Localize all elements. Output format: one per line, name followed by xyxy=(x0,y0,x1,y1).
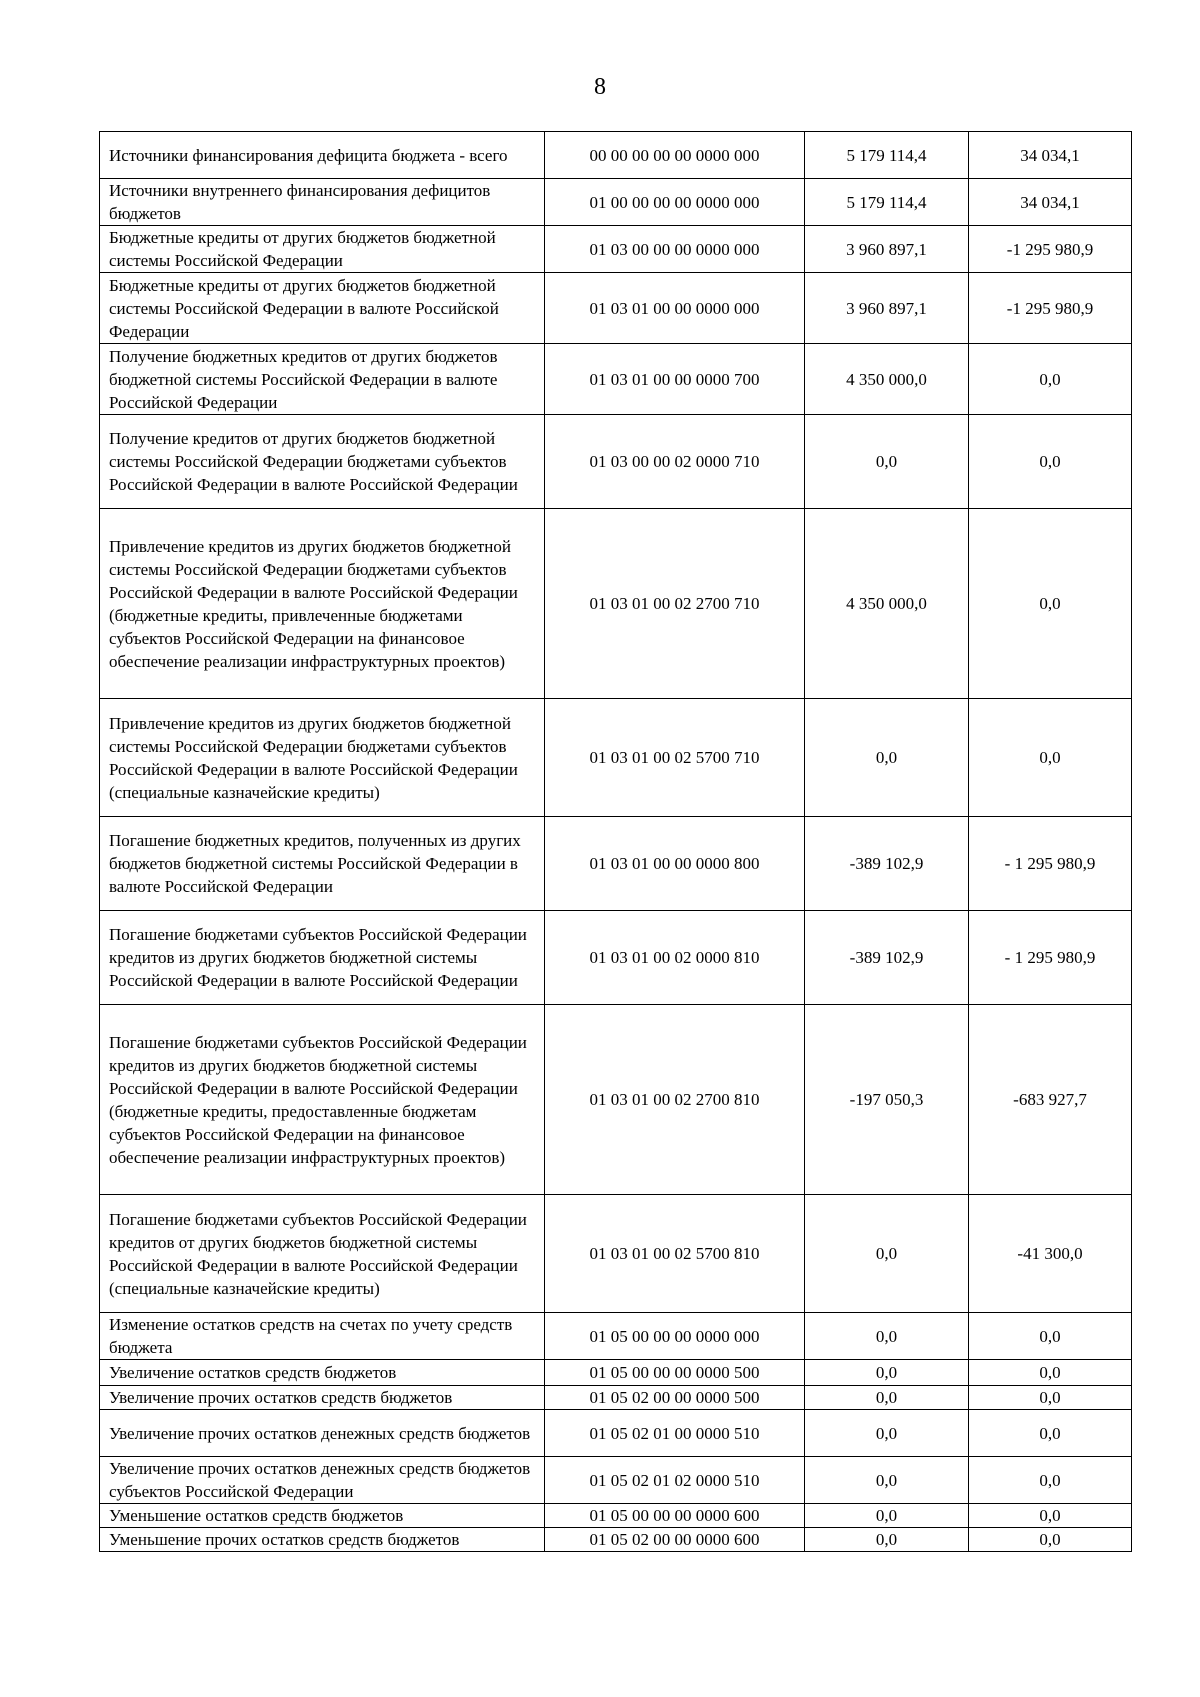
page-number: 8 xyxy=(594,74,606,100)
row-value2-cell: 0,0 xyxy=(969,1313,1132,1360)
row-value1-cell: 5 179 114,4 xyxy=(805,132,969,179)
row-value2-cell: - 1 295 980,9 xyxy=(969,911,1132,1005)
row-code-cell: 01 03 01 00 02 5700 810 xyxy=(545,1195,805,1313)
row-value1-cell: 0,0 xyxy=(805,1386,969,1410)
table-row xyxy=(100,1195,1132,1313)
row-code-cell: 01 03 00 00 00 0000 000 xyxy=(545,226,805,273)
row-value1-cell: 0,0 xyxy=(805,1410,969,1457)
row-name-cell: Увеличение прочих остатков денежных средств бюджетов субъектов Российской Федерации xyxy=(100,1457,545,1504)
row-value2-cell: -1 295 980,9 xyxy=(969,226,1132,273)
row-name-cell: Погашение бюджетами субъектов Российской Федерации кредитов от других бюджетов бюджетной системы Российской Федерации в валюте Российской Федерации (специальные казначейские кредиты) xyxy=(100,1195,545,1313)
row-code-cell: 01 03 01 00 00 0000 000 xyxy=(545,273,805,344)
row-value1-cell: 0,0 xyxy=(805,1360,969,1386)
row-code-cell: 01 05 00 00 00 0000 500 xyxy=(545,1360,805,1386)
table-row xyxy=(100,1504,1132,1528)
row-value1-cell: 0,0 xyxy=(805,1457,969,1504)
row-value1-cell: 0,0 xyxy=(805,699,969,817)
row-code-cell: 01 05 02 01 00 0000 510 xyxy=(545,1410,805,1457)
row-value1-cell: -389 102,9 xyxy=(805,817,969,911)
row-name-cell: Источники внутреннего финансирования дефицитов бюджетов xyxy=(100,179,545,226)
table-row xyxy=(100,1005,1132,1195)
table-row xyxy=(100,1528,1132,1552)
row-name-cell: Увеличение прочих остатков средств бюджетов xyxy=(100,1386,545,1410)
row-code-cell: 01 03 01 00 02 2700 710 xyxy=(545,509,805,699)
row-code-cell: 01 05 00 00 00 0000 600 xyxy=(545,1504,805,1528)
row-name-cell: Привлечение кредитов из других бюджетов бюджетной системы Российской Федерации бюджетами субъектов Российской Федерации в валюте Российской Федерации (бюджетные кредиты, привлеченные бюджетами субъектов Российской Федерации на финансовое обеспечение реализации инфраструктурных проектов) xyxy=(100,509,545,699)
table-row xyxy=(100,179,1132,226)
table-row xyxy=(100,911,1132,1005)
row-code-cell: 01 05 02 00 00 0000 500 xyxy=(545,1386,805,1410)
row-code-cell: 01 03 01 00 00 0000 800 xyxy=(545,817,805,911)
row-value2-cell: 0,0 xyxy=(969,1528,1132,1552)
row-value1-cell: -389 102,9 xyxy=(805,911,969,1005)
row-value1-cell: 4 350 000,0 xyxy=(805,344,969,415)
row-code-cell: 01 03 01 00 02 0000 810 xyxy=(545,911,805,1005)
row-value1-cell: 0,0 xyxy=(805,1504,969,1528)
row-name-cell: Изменение остатков средств на счетах по учету средств бюджета xyxy=(100,1313,545,1360)
row-name-cell: Бюджетные кредиты от других бюджетов бюджетной системы Российской Федерации в валюте Российской Федерации xyxy=(100,273,545,344)
row-code-cell: 00 00 00 00 00 0000 000 xyxy=(545,132,805,179)
row-value2-cell: -683 927,7 xyxy=(969,1005,1132,1195)
row-code-cell: 01 03 00 00 02 0000 710 xyxy=(545,415,805,509)
row-value2-cell: 0,0 xyxy=(969,699,1132,817)
row-code-cell: 01 03 01 00 02 5700 710 xyxy=(545,699,805,817)
row-value1-cell: 3 960 897,1 xyxy=(805,273,969,344)
table-row xyxy=(100,1313,1132,1360)
row-value1-cell: 5 179 114,4 xyxy=(805,179,969,226)
row-value1-cell: 3 960 897,1 xyxy=(805,226,969,273)
row-name-cell: Уменьшение прочих остатков средств бюджетов xyxy=(100,1528,545,1552)
row-name-cell: Погашение бюджетами субъектов Российской Федерации кредитов из других бюджетов бюджетной системы Российской Федерации в валюте Российской Федерации xyxy=(100,911,545,1005)
row-value2-cell: 34 034,1 xyxy=(969,132,1132,179)
row-name-cell: Источники финансирования дефицита бюджета - всего xyxy=(100,132,545,179)
row-value2-cell: 0,0 xyxy=(969,1504,1132,1528)
row-value2-cell: 34 034,1 xyxy=(969,179,1132,226)
row-value2-cell: 0,0 xyxy=(969,1410,1132,1457)
table-body xyxy=(100,132,1132,1552)
row-value2-cell: 0,0 xyxy=(969,1457,1132,1504)
table-row xyxy=(100,1360,1132,1386)
row-code-cell: 01 00 00 00 00 0000 000 xyxy=(545,179,805,226)
row-code-cell: 01 03 01 00 02 2700 810 xyxy=(545,1005,805,1195)
row-value1-cell: 0,0 xyxy=(805,1195,969,1313)
row-code-cell: 01 03 01 00 00 0000 700 xyxy=(545,344,805,415)
table-row xyxy=(100,415,1132,509)
row-value2-cell: -1 295 980,9 xyxy=(969,273,1132,344)
table-row xyxy=(100,1457,1132,1504)
table-row xyxy=(100,1386,1132,1410)
row-value1-cell: 0,0 xyxy=(805,1528,969,1552)
row-value2-cell: 0,0 xyxy=(969,344,1132,415)
row-name-cell: Получение бюджетных кредитов от других бюджетов бюджетной системы Российской Федерации в валюте Российской Федерации xyxy=(100,344,545,415)
row-name-cell: Получение кредитов от других бюджетов бюджетной системы Российской Федерации бюджетами субъектов Российской Федерации в валюте Российской Федерации xyxy=(100,415,545,509)
row-value1-cell: 0,0 xyxy=(805,1313,969,1360)
row-name-cell: Увеличение прочих остатков денежных средств бюджетов xyxy=(100,1410,545,1457)
table-row xyxy=(100,817,1132,911)
table-row xyxy=(100,226,1132,273)
row-value2-cell: 0,0 xyxy=(969,509,1132,699)
row-value2-cell: - 1 295 980,9 xyxy=(969,817,1132,911)
budget-sources-table xyxy=(99,131,1132,1552)
row-value2-cell: 0,0 xyxy=(969,1360,1132,1386)
row-name-cell: Погашение бюджетами субъектов Российской Федерации кредитов из других бюджетов бюджетной системы Российской Федерации в валюте Российской Федерации (бюджетные кредиты, предоставленные бюджетам субъектов Российской Федерации на финансовое обеспечение реализации инфраструктурных проектов) xyxy=(100,1005,545,1195)
row-value1-cell: 4 350 000,0 xyxy=(805,509,969,699)
table-row xyxy=(100,344,1132,415)
row-code-cell: 01 05 00 00 00 0000 000 xyxy=(545,1313,805,1360)
row-value2-cell: 0,0 xyxy=(969,415,1132,509)
table-row xyxy=(100,132,1132,179)
row-name-cell: Увеличение остатков средств бюджетов xyxy=(100,1360,545,1386)
row-value2-cell: 0,0 xyxy=(969,1386,1132,1410)
row-value1-cell: -197 050,3 xyxy=(805,1005,969,1195)
row-name-cell: Уменьшение остатков средств бюджетов xyxy=(100,1504,545,1528)
row-name-cell: Погашение бюджетных кредитов, полученных из других бюджетов бюджетной системы Российской Федерации в валюте Российской Федерации xyxy=(100,817,545,911)
row-name-cell: Привлечение кредитов из других бюджетов бюджетной системы Российской Федерации бюджетами субъектов Российской Федерации в валюте Российской Федерации (специальные казначейские кредиты) xyxy=(100,699,545,817)
table-row xyxy=(100,699,1132,817)
row-value1-cell: 0,0 xyxy=(805,415,969,509)
table-row xyxy=(100,509,1132,699)
table-row xyxy=(100,1410,1132,1457)
row-value2-cell: -41 300,0 xyxy=(969,1195,1132,1313)
row-code-cell: 01 05 02 01 02 0000 510 xyxy=(545,1457,805,1504)
row-code-cell: 01 05 02 00 00 0000 600 xyxy=(545,1528,805,1552)
table-row xyxy=(100,273,1132,344)
row-name-cell: Бюджетные кредиты от других бюджетов бюджетной системы Российской Федерации xyxy=(100,226,545,273)
